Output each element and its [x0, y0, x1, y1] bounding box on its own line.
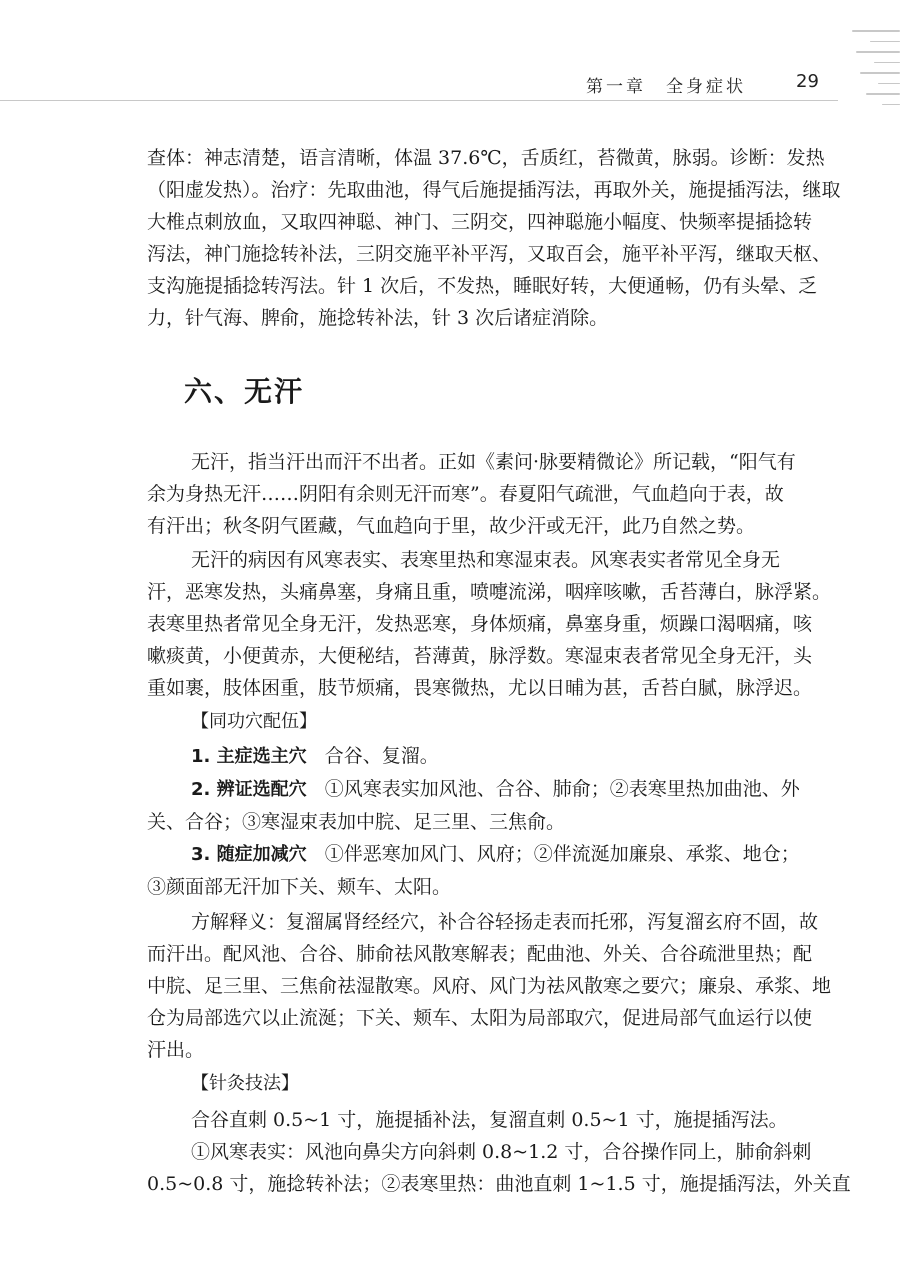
text-line: 力，针气海、脾俞，施捻转补法，针 3 次后诸症消除。: [147, 307, 609, 329]
text-line: 关、合谷；③寒湿束表加中脘、足三里、三焦俞。: [147, 811, 566, 833]
text-line: 而汗出。配风池、合谷、肺俞祛风散寒解表；配曲池、外关、合谷疏泄里热；配: [147, 943, 813, 965]
case-paragraph: [147, 142, 841, 334]
text-line: 有汗出；秋冬阴气匿藏，气血趋向于里，故少汗或无汗，此乃自然之势。: [147, 515, 756, 537]
technique-section: [147, 1068, 819, 1100]
section-heading: 六、无汗: [184, 375, 305, 408]
text-line: 嗽痰黄，小便黄赤，大便秘结，苔薄黄，脉浮数。寒湿束表者常见全身无汗，头: [147, 645, 813, 667]
text-line: 仓为局部选穴以止流涎；下关、颊车、太阳为局部取穴，促进局部气血运行以使: [147, 1007, 813, 1029]
text-line: 支沟施提插捻转泻法。针 1 次后，不发热，睡眠好转，大便通畅，仍有头晕、乏: [147, 275, 818, 297]
text-line: 表寒里热者常见全身无汗，发热恶寒，身体烦痛，鼻塞身重，烦躁口渴咽痛，咳: [147, 613, 813, 635]
text-line: 方解释义：复溜属肾经经穴，补合谷轻扬走表而托邪，泻复溜玄府不固，故: [191, 911, 819, 933]
cause-paragraph: [147, 544, 832, 704]
header-divider: [0, 100, 838, 101]
definition-paragraph: [147, 446, 819, 542]
explanation-paragraph: [147, 906, 832, 1066]
text-line: 合谷直刺 0.5~1 寸，施提插补法，复溜直刺 0.5~1 寸，施提插泻法。: [191, 1109, 788, 1131]
combo-item-label: 1. 主症选主穴: [191, 746, 307, 767]
running-header-chapter: 第一章 全身症状: [586, 77, 746, 97]
combo-item-text: 合谷、复溜。: [324, 745, 439, 767]
combo-item-2: [147, 773, 819, 806]
text-line: 无汗的病因有风寒表实、表寒里热和寒湿束表。风寒表实者常见全身无: [191, 549, 781, 571]
technique-paragraph: [147, 1104, 851, 1200]
page-number: 29: [796, 71, 819, 92]
combo-item-text: ①伴恶寒加风门、风府；②伴流涎加廉泉、承浆、地仓；: [324, 843, 800, 865]
text-line: （阳虚发热）。治疗：先取曲池，得气后施提插泻法，再取外关，施提插泻法，继取: [147, 179, 841, 201]
combo-list: [147, 740, 819, 903]
text-line: 查体：神志清楚，语言清晰，体温 37.6℃，舌质红，苔微黄，脉弱。诊断：发热: [147, 147, 825, 169]
text-line: ①风寒表实：风池向鼻尖方向斜刺 0.8~1.2 寸，合谷操作同上，肺俞斜刺: [191, 1141, 812, 1163]
combo-section: [147, 706, 819, 738]
text-line: 无汗，指当汗出而汗不出者。正如《素问·脉要精微论》所记载，“阳气有: [191, 451, 796, 473]
subsection-label: 【同功穴配伍】: [191, 711, 317, 732]
text-line: 中脘、足三里、三焦俞祛湿散寒。风府、风门为祛风散寒之要穴；廉泉、承浆、地: [147, 975, 832, 997]
text-line: 余为身热无汗……阴阳有余则无汗而寒”。春夏阳气疏泄，气血趋向于表，故: [147, 483, 784, 505]
decorative-lines: [838, 30, 900, 140]
combo-item-3: [147, 838, 819, 871]
combo-item-label: 2. 辨证选配穴: [191, 779, 307, 800]
combo-item-text: ①风寒表实加风池、合谷、肺俞；②表寒里热加曲池、外: [324, 778, 800, 800]
text-line: ③颜面部无汗加下关、颊车、太阳。: [147, 876, 452, 898]
text-line: 汗，恶寒发热，头痛鼻塞，身痛且重，喷嚏流涕，咽痒咳嗽，舌苔薄白，脉浮紧。: [147, 581, 832, 603]
text-line: 泻法，神门施捻转补法，三阴交施平补平泻，又取百会，施平补平泻，继取天枢、: [147, 243, 832, 265]
subsection-label: 【针灸技法】: [191, 1073, 299, 1094]
text-line: 重如裹，肢体困重，肢节烦痛，畏寒微热，尤以日晡为甚，舌苔白腻，脉浮迟。: [147, 677, 813, 699]
text-line: 0.5~0.8 寸，施捻转补法；②表寒里热：曲池直刺 1~1.5 寸，施提插泻法，外关直: [147, 1173, 851, 1195]
text-line: 汗出。: [147, 1039, 205, 1061]
text-line: 大椎点刺放血，又取四神聪、神门、三阴交，四神聪施小幅度、快频率提插捻转: [147, 211, 813, 233]
combo-item-1: [147, 740, 819, 773]
combo-item-label: 3. 随症加减穴: [191, 844, 307, 865]
